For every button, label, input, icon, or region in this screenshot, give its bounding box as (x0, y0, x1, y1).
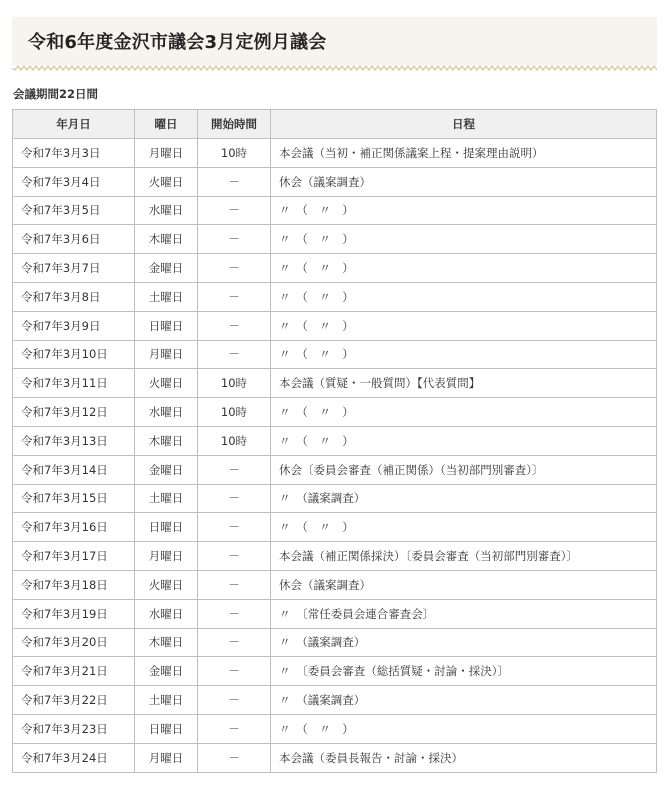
table-row (13, 139, 657, 168)
header-time: 開始時間 (198, 110, 271, 139)
day-cell: 月曜日 (135, 743, 198, 772)
day-cell: 土曜日 (135, 282, 198, 311)
time-cell: 10時 (198, 398, 271, 427)
time-cell: － (198, 254, 271, 283)
agenda-cell: 〃 （ 〃 ） (271, 196, 657, 225)
time-cell: － (198, 714, 271, 743)
time-cell: － (198, 743, 271, 772)
agenda-cell: 本会議（質疑・一般質問）【代表質問】 (271, 369, 657, 398)
time-cell: － (198, 484, 271, 513)
table-row (13, 455, 657, 484)
schedule-body (13, 139, 657, 773)
table-row (13, 196, 657, 225)
table-row (13, 167, 657, 196)
time-cell: － (198, 628, 271, 657)
agenda-cell: 〃 （ 〃 ） (271, 513, 657, 542)
table-row (13, 570, 657, 599)
table-row (13, 369, 657, 398)
agenda-cell: 休会〔委員会審査（補正関係）（当初部門別審査）〕 (271, 455, 657, 484)
date-cell: 令和7年3月12日 (13, 398, 135, 427)
date-cell: 令和7年3月16日 (13, 513, 135, 542)
day-cell: 水曜日 (135, 398, 198, 427)
date-cell: 令和7年3月14日 (13, 455, 135, 484)
date-cell: 令和7年3月18日 (13, 570, 135, 599)
day-cell: 日曜日 (135, 714, 198, 743)
date-cell: 令和7年3月3日 (13, 139, 135, 168)
wavy-divider (12, 64, 657, 72)
day-cell: 日曜日 (135, 311, 198, 340)
date-cell: 令和7年3月13日 (13, 426, 135, 455)
header-day: 曜日 (135, 110, 198, 139)
day-cell: 火曜日 (135, 369, 198, 398)
time-cell: － (198, 542, 271, 571)
table-row (13, 398, 657, 427)
time-cell: － (198, 570, 271, 599)
day-cell: 金曜日 (135, 455, 198, 484)
day-cell: 土曜日 (135, 484, 198, 513)
day-cell: 月曜日 (135, 542, 198, 571)
date-cell: 令和7年3月19日 (13, 599, 135, 628)
day-cell: 金曜日 (135, 657, 198, 686)
date-cell: 令和7年3月17日 (13, 542, 135, 571)
table-row (13, 484, 657, 513)
table-row (13, 599, 657, 628)
day-cell: 金曜日 (135, 254, 198, 283)
time-cell: － (198, 657, 271, 686)
date-cell: 令和7年3月24日 (13, 743, 135, 772)
agenda-cell: 〃 （ 〃 ） (271, 282, 657, 311)
time-cell: 10時 (198, 426, 271, 455)
table-row (13, 426, 657, 455)
table-row (13, 340, 657, 369)
table-row (13, 254, 657, 283)
day-cell: 日曜日 (135, 513, 198, 542)
date-cell: 令和7年3月7日 (13, 254, 135, 283)
day-cell: 木曜日 (135, 225, 198, 254)
header-agenda: 日程 (271, 110, 657, 139)
agenda-cell: 本会議（当初・補正関係議案上程・提案理由説明） (271, 139, 657, 168)
table-header-row (13, 110, 657, 139)
day-cell: 水曜日 (135, 196, 198, 225)
agenda-cell: 〃 （議案調査） (271, 628, 657, 657)
table-row (13, 628, 657, 657)
date-cell: 令和7年3月5日 (13, 196, 135, 225)
time-cell: 10時 (198, 369, 271, 398)
agenda-cell: 本会議（補正関係採決）〔委員会審査（当初部門別審査）〕 (271, 542, 657, 571)
agenda-cell: 〃 （議案調査） (271, 484, 657, 513)
agenda-cell: 〃 （ 〃 ） (271, 254, 657, 283)
table-row (13, 743, 657, 772)
time-cell: － (198, 282, 271, 311)
agenda-cell: 〃 （ 〃 ） (271, 714, 657, 743)
date-cell: 令和7年3月8日 (13, 282, 135, 311)
agenda-cell: 休会（議案調査） (271, 570, 657, 599)
agenda-cell: 〃 （ 〃 ） (271, 225, 657, 254)
time-cell: － (198, 225, 271, 254)
table-row (13, 714, 657, 743)
meeting-period: 会議期間22日間 (13, 87, 99, 101)
table-row (13, 657, 657, 686)
agenda-cell: 〃 （ 〃 ） (271, 398, 657, 427)
day-cell: 火曜日 (135, 167, 198, 196)
date-cell: 令和7年3月21日 (13, 657, 135, 686)
date-cell: 令和7年3月10日 (13, 340, 135, 369)
agenda-cell: 本会議（委員長報告・討論・採決） (271, 743, 657, 772)
time-cell: 10時 (198, 139, 271, 168)
agenda-cell: 〃 （ 〃 ） (271, 311, 657, 340)
agenda-cell: 〃 （議案調査） (271, 686, 657, 715)
date-cell: 令和7年3月11日 (13, 369, 135, 398)
agenda-cell: 〃 〔委員会審査（総括質疑・討論・採決）〕 (271, 657, 657, 686)
time-cell: － (198, 340, 271, 369)
date-cell: 令和7年3月15日 (13, 484, 135, 513)
agenda-cell: 〃 〔常任委員会連合審査会〕 (271, 599, 657, 628)
day-cell: 木曜日 (135, 426, 198, 455)
day-cell: 月曜日 (135, 139, 198, 168)
table-row (13, 513, 657, 542)
time-cell: － (198, 196, 271, 225)
date-cell: 令和7年3月22日 (13, 686, 135, 715)
date-cell: 令和7年3月20日 (13, 628, 135, 657)
table-row (13, 225, 657, 254)
time-cell: － (198, 686, 271, 715)
day-cell: 水曜日 (135, 599, 198, 628)
table-row (13, 686, 657, 715)
date-cell: 令和7年3月9日 (13, 311, 135, 340)
table-row (13, 311, 657, 340)
agenda-cell: 〃 （ 〃 ） (271, 340, 657, 369)
agenda-cell: 〃 （ 〃 ） (271, 426, 657, 455)
day-cell: 月曜日 (135, 340, 198, 369)
time-cell: － (198, 311, 271, 340)
schedule-table (12, 109, 657, 773)
day-cell: 木曜日 (135, 628, 198, 657)
date-cell: 令和7年3月6日 (13, 225, 135, 254)
date-cell: 令和7年3月4日 (13, 167, 135, 196)
page-title: 令和6年度金沢市議会3月定例月議会 (28, 32, 327, 53)
title-bar (12, 17, 657, 65)
header-date: 年月日 (13, 110, 135, 139)
day-cell: 土曜日 (135, 686, 198, 715)
time-cell: － (198, 455, 271, 484)
day-cell: 火曜日 (135, 570, 198, 599)
date-cell: 令和7年3月23日 (13, 714, 135, 743)
table-row (13, 542, 657, 571)
time-cell: － (198, 167, 271, 196)
time-cell: － (198, 599, 271, 628)
agenda-cell: 休会（議案調査） (271, 167, 657, 196)
table-row (13, 282, 657, 311)
time-cell: － (198, 513, 271, 542)
